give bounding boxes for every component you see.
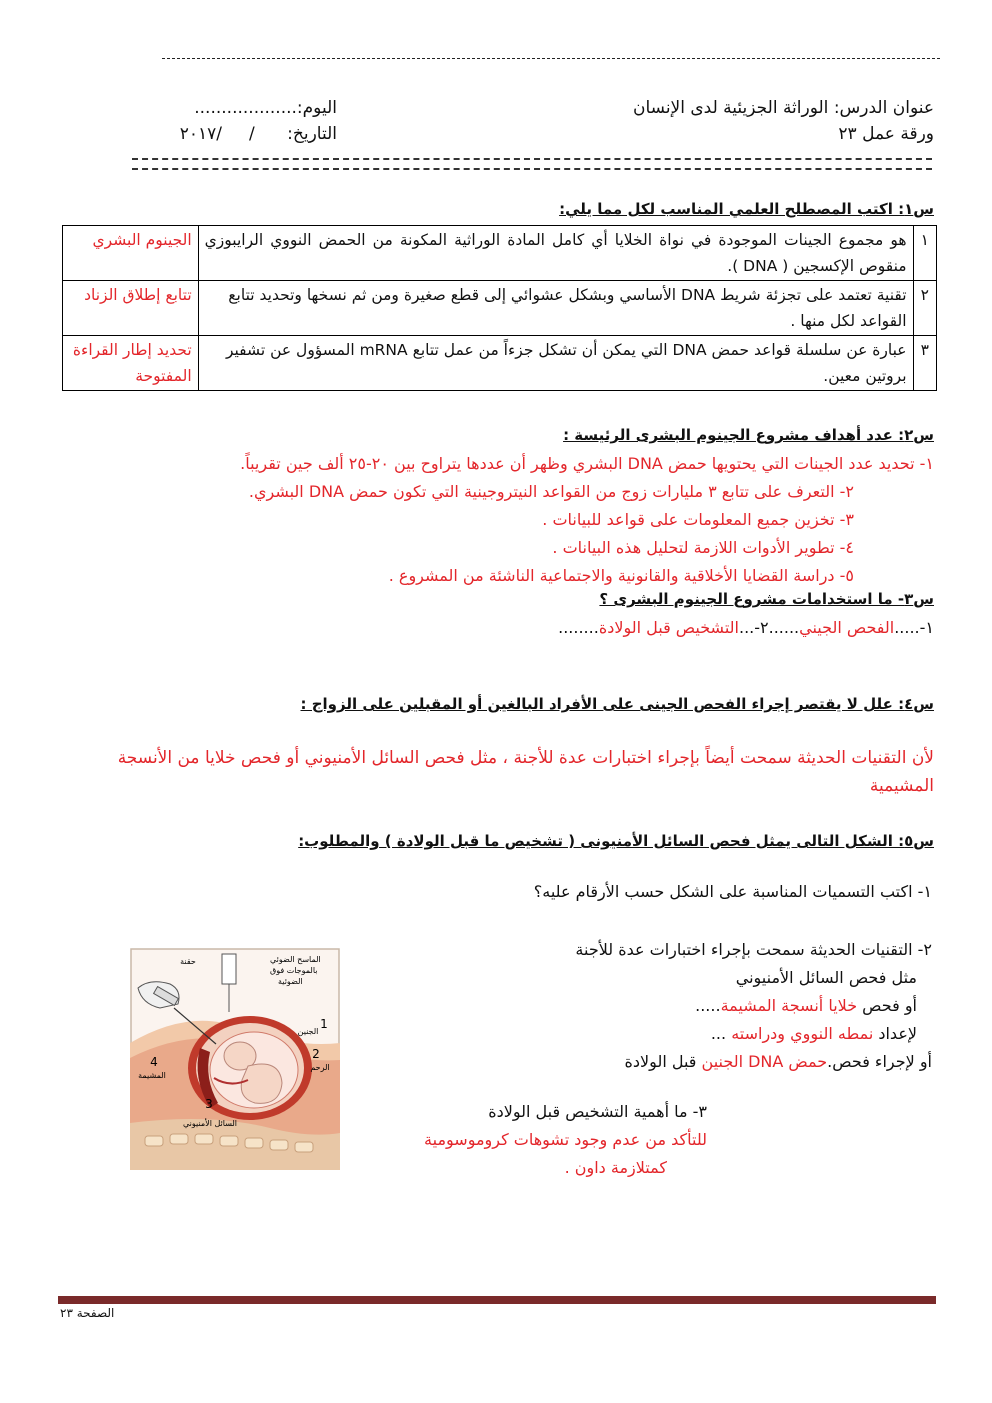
q5-part3-question: ٣- ما أهمية التشخيص قبل الولادة xyxy=(488,1102,707,1121)
text-prefix: أو فحص xyxy=(857,996,917,1015)
q5-part2-line: مثل فحص السائل الأمنيوني xyxy=(735,968,917,987)
q2-goals-list xyxy=(54,450,934,590)
text-suffix: قبل الولادة xyxy=(624,1052,702,1071)
row-definition: هو مجموع الجينات الموجودة في نواة الخلايا أي كامل المادة الوراثية المكونة من الحمض النووي الرايبوزي منقوص الإكسجين ( DNA ). xyxy=(198,226,913,281)
row-definition: عبارة عن سلسلة قواعد حمض DNA التي يمكن أن تشكل جزءاً من عمل تتابع mRNA المسؤول عن تشفير بروتين معين. xyxy=(198,336,913,391)
uterus-label: الرحم xyxy=(310,1063,330,1072)
double-divider xyxy=(132,158,932,170)
list-item: ٤- تطوير الأدوات اللازمة لتحليل هذه البيانات . xyxy=(552,538,854,557)
q2-title: س٢: عدد أهداف مشروع الجينوم البشرى الرئيسة : xyxy=(563,426,934,444)
q3-answer-line xyxy=(558,614,934,642)
row-answer: تحديد إطار القراءة المفتوحة xyxy=(63,336,199,391)
row-answer: تتابع إطلاق الزناد xyxy=(63,281,199,336)
amniotic-label: السائل الأمنيوني xyxy=(183,1119,237,1128)
needle-label: حقنة xyxy=(180,957,196,966)
q5-part3-answer: كمتلازمة داون . xyxy=(564,1158,667,1177)
figure-number-3: 3 xyxy=(205,1097,213,1111)
q5-part2-line xyxy=(575,992,917,1020)
q3-title: س٣- ما استخدامات مشروع الجينوم البشرى ؟ xyxy=(599,590,934,608)
worksheet-number: ورقة عمل ٢٣ xyxy=(838,124,934,144)
probe-label-2: بالموجات فوق xyxy=(270,966,318,975)
q4-title: س٤: علل لا يقتصر إجراء الفحص الجينى على الأفراد البالغين أو المقبلين على الزواج : xyxy=(300,695,934,713)
row-answer: الجينوم البشري xyxy=(63,226,199,281)
row-definition: تقنية تعتمد على تجزئة شريط DNA الأساسي وبشكل عشوائي إلى قطع صغيرة ومن ثم نسخها وتحديد تتابع القواعد لكل منها . xyxy=(198,281,913,336)
terms-table xyxy=(62,225,937,391)
figure-number-4: 4 xyxy=(150,1055,158,1069)
text-prefix: أو لإجراء فحص. xyxy=(827,1052,932,1071)
text-suffix: ..... xyxy=(695,996,721,1015)
q5-part3 xyxy=(424,1098,707,1182)
q5-part2-line xyxy=(575,1020,917,1048)
page-number: الصفحة ٢٣ xyxy=(60,1306,115,1320)
q5-part2 xyxy=(575,936,932,1076)
q4-answer: لأن التقنيات الحديثة سمحت أيضاً بإجراء اختبارات عدة للأجنة ، مثل فحص السائل الأمنيوني أو فحص خلايا من الأنسجة المشيمية xyxy=(117,748,934,796)
day-field: اليوم:................... xyxy=(194,98,337,118)
q5-part2-line: ٢- التقنيات الحديثة سمحت بإجراء اختبارات عدة للأجنة xyxy=(575,940,932,959)
list-item: ١- تحديد عدد الجينات التي يحتويها حمض DNA البشري وظهر أن عددها يتراوح بين ٢٠-٢٥ ألف جين تقريباً. xyxy=(240,454,934,473)
row-number: ٣ xyxy=(913,336,936,391)
top-dashed-divider xyxy=(162,58,940,59)
row-number: ١ xyxy=(913,226,936,281)
figure-number-2: 2 xyxy=(312,1047,320,1061)
q3-answer-2: التشخيص قبل الولادة xyxy=(598,618,739,637)
list-item: ٣- تخزين جميع المعلومات على قواعد للبيانات . xyxy=(542,510,854,529)
footer-bar xyxy=(58,1296,936,1304)
list-item: ٢- التعرف على تتابع ٣ مليارات زوج من القواعد النيتروجينية التي تكون حمض DNA البشري. xyxy=(248,482,854,501)
q3-mid: ......٢-... xyxy=(738,618,800,637)
answer-text: حمض DNA الجنين xyxy=(701,1052,828,1071)
table-row xyxy=(63,281,937,336)
answer-text: خلايا أنسجة المشيمة xyxy=(720,996,858,1015)
q3-suffix: ........ xyxy=(558,618,599,637)
table-row xyxy=(63,226,937,281)
placenta-label: المشيمة xyxy=(138,1071,166,1080)
date-field: التاريخ: / /٢٠١٧ xyxy=(179,124,337,144)
q3-answer-1: الفحص الجيني xyxy=(799,618,895,637)
figure-number-1: 1 xyxy=(320,1017,328,1031)
q5-part2-line xyxy=(575,1048,932,1076)
table-row xyxy=(63,336,937,391)
q5-part3-answer: للتأكد من عدم وجود تشوهات كروموسومية xyxy=(424,1130,707,1149)
text-suffix: ... xyxy=(710,1024,732,1043)
row-number: ٢ xyxy=(913,281,936,336)
amniocentesis-figure xyxy=(130,948,340,1170)
fetus-label: الجنين xyxy=(297,1027,319,1036)
q1-title: س١: اكتب المصطلح العلمي المناسب لكل مما يلي: xyxy=(559,200,934,218)
text-prefix: لإعداد xyxy=(873,1024,917,1043)
probe-label-1: الماسح الضوئي xyxy=(270,955,321,964)
q3-prefix: ١-..... xyxy=(894,618,934,637)
probe-label-3: الضوئية xyxy=(278,977,303,986)
list-item: ٥- دراسة القضايا الأخلاقية والقانونية والاجتماعية الناشئة من المشروع . xyxy=(388,566,854,585)
q5-title: س٥: الشكل التالى يمثل فحص السائل الأمنيونى ( تشخيص ما قبل الولادة ) والمطلوب: xyxy=(298,832,934,850)
q5-part1: ١- اكتب التسميات المناسبة على الشكل حسب الأرقام عليه؟ xyxy=(533,882,932,901)
lesson-title: عنوان الدرس: الوراثة الجزيئية لدى الإنسان xyxy=(632,98,934,118)
answer-text: نمطه النووي ودراسته xyxy=(731,1024,874,1043)
